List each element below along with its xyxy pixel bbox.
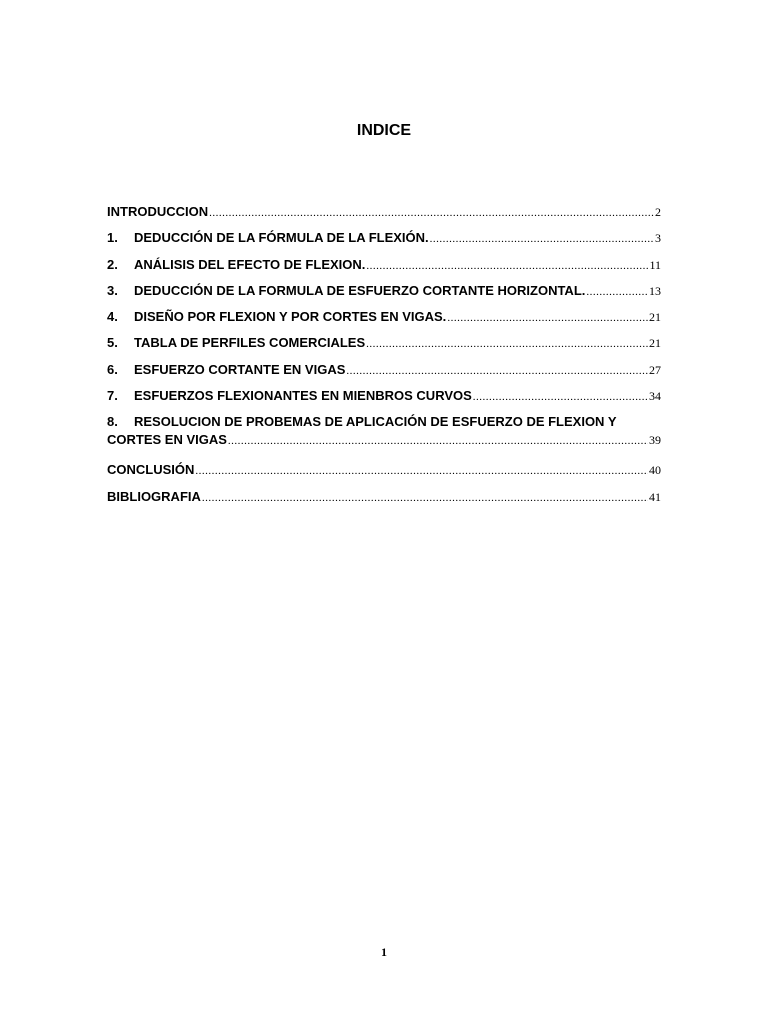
toc-entry-label: ESFUERZOS FLEXIONANTES EN MIENBROS CURVOS [134,388,472,404]
toc-entry-1[interactable] [107,229,661,255]
toc-entry-label: INTRODUCCION [107,204,209,219]
toc-entry-page: 11 [649,257,661,272]
toc-leader-dots [366,335,648,353]
toc-entry-8[interactable] [107,413,661,461]
toc-leader-dots [209,204,654,222]
toc-entry-label: ESFUERZO CORTANTE EN VIGAS [134,361,346,377]
toc-entry-label: BIBLIOGRAFIA [107,488,201,504]
toc-entry-6[interactable] [107,361,661,387]
toc-entry-number: 6. [107,361,118,377]
toc-entry-page: 39 [649,433,661,448]
page-title: INDICE [356,122,412,139]
toc-entry-line-1 [107,413,661,431]
toc-entry-page: 13 [649,283,661,298]
toc-entry-bibliografia[interactable] [107,488,661,514]
toc-entry-label: DEDUCCIÓN DE LA FÓRMULA DE LA FLEXIÓN. [134,230,429,246]
table-of-contents [107,203,661,514]
toc-leader-dots [366,257,648,275]
toc-entry-page: 3 [655,231,661,246]
toc-entry-number: 8. [107,414,118,430]
toc-entry-number: 2. [107,256,118,272]
toc-leader-dots [228,432,648,450]
toc-leader-dots [346,362,648,380]
toc-leader-dots [195,462,648,480]
toc-leader-dots [586,283,648,301]
toc-entry-page: 2 [655,205,661,219]
toc-entry-4[interactable] [107,308,661,334]
toc-entry-introduccion[interactable] [107,203,661,229]
toc-entry-label: DISEÑO POR FLEXION Y POR CORTES EN VIGAS. [134,309,447,325]
toc-leader-dots [430,230,654,248]
toc-entry-label: TABLA DE PERFILES COMERCIALES [134,335,366,351]
toc-entry-number: 7. [107,388,118,404]
toc-entry-label: DEDUCCIÓN DE LA FORMULA DE ESFUERZO CORTANTE HORIZONTAL. [134,282,586,298]
toc-entry-page: 21 [649,310,661,325]
toc-entry-number: 3. [107,282,118,298]
toc-entry-page: 34 [649,389,661,404]
toc-entry-number: 5. [107,335,118,351]
toc-entry-number: 4. [107,309,118,325]
toc-entry-number: 1. [107,230,118,246]
toc-entry-conclusion[interactable] [107,461,661,487]
toc-entry-label: ANÁLISIS DEL EFECTO DE FLEXION. [134,256,366,272]
toc-entry-7[interactable] [107,387,661,413]
toc-leader-dots [473,388,648,406]
toc-entry-2[interactable] [107,256,661,282]
toc-entry-label: CONCLUSIÓN [107,462,195,478]
toc-entry-page: 27 [649,362,661,377]
toc-entry-page: 41 [649,489,661,504]
toc-entry-label: RESOLUCION DE PROBEMAS DE APLICACIÓN DE ESFUERZO DE FLEXION Y [134,414,617,430]
toc-leader-dots [447,309,648,327]
toc-entry-5[interactable] [107,334,661,360]
page-number-footer: 1 [381,945,387,959]
toc-entry-3[interactable] [107,282,661,308]
toc-entry-label-continued: CORTES EN VIGAS [107,432,227,448]
toc-entry-line-2 [107,431,661,450]
toc-leader-dots [202,489,648,507]
toc-entry-page: 40 [649,463,661,478]
toc-entry-page: 21 [649,336,661,351]
